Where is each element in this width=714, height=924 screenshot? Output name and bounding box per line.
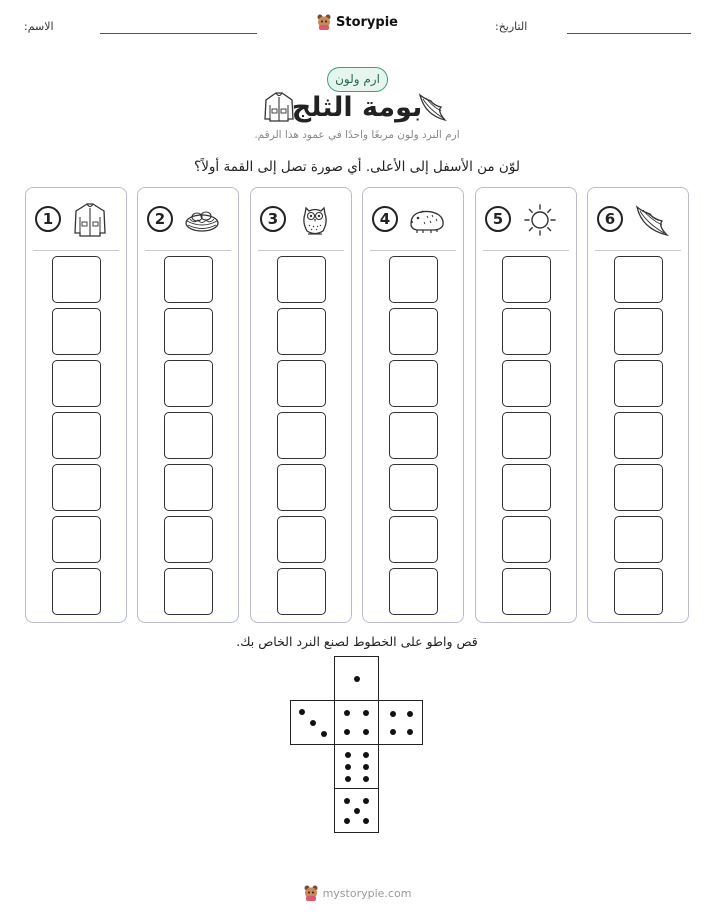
nest-icon [182,202,222,238]
column-divider [145,250,231,251]
column-header [251,202,351,238]
column-divider [258,250,344,251]
column-header [363,202,463,238]
color-square[interactable] [502,360,551,407]
die-pip [363,818,369,824]
color-square[interactable] [502,568,551,615]
color-square[interactable] [277,516,326,563]
sun-icon [520,202,560,238]
die-pip [344,798,350,804]
color-square[interactable] [614,516,663,563]
column-4 [362,187,464,623]
color-square[interactable] [614,308,663,355]
die-pip [344,729,350,735]
column-number: 2 [147,206,173,232]
color-square[interactable] [389,360,438,407]
color-square[interactable] [614,412,663,459]
color-square[interactable] [277,360,326,407]
column-1 [25,187,127,623]
color-square[interactable] [614,360,663,407]
color-square[interactable] [164,256,213,303]
footer [0,884,714,906]
die-pip [310,720,316,726]
color-square[interactable] [164,568,213,615]
color-square[interactable] [389,516,438,563]
color-square[interactable] [164,308,213,355]
cut-instruction: قص واطو على الخطوط لصنع النرد الخاص بك. [236,634,478,649]
color-square[interactable] [614,568,663,615]
column-number: 5 [485,206,511,232]
column-header [476,202,576,238]
die-face-6 [334,744,379,789]
die-pip [407,729,413,735]
color-square[interactable] [502,256,551,303]
die-face-2 [378,700,423,745]
die-pip [354,808,360,814]
color-square[interactable] [389,308,438,355]
color-square[interactable] [389,464,438,511]
color-square[interactable] [502,412,551,459]
die-pip [363,776,369,782]
die-pip [363,729,369,735]
die-pip [345,776,351,782]
die-face-4 [334,700,379,745]
column-number: 6 [597,206,623,232]
color-square[interactable] [389,256,438,303]
color-square[interactable] [164,412,213,459]
die-pip [344,710,350,716]
jacket-icon [70,202,110,238]
activity-badge: ارم ولون [327,67,388,92]
column-header [138,202,238,238]
subtitle: ارم النرد ولون مربعًا واحدًا في عمود هذا الرقم. [254,129,460,141]
brand-logo [0,13,714,35]
column-header [588,202,688,238]
storypie-mascot-icon [316,13,332,31]
die-pip [321,731,327,737]
color-square[interactable] [502,464,551,511]
instruction-text: لوّن من الأسفل إلى الأعلى. أي صورة تصل إلى القمة أولاً؟ [194,159,520,175]
column-divider [33,250,119,251]
die-pip [299,709,305,715]
color-square[interactable] [614,464,663,511]
column-5 [475,187,577,623]
column-number: 1 [35,206,61,232]
color-square[interactable] [277,568,326,615]
color-square[interactable] [277,256,326,303]
die-pip [363,752,369,758]
die-pip [363,798,369,804]
color-square[interactable] [389,568,438,615]
column-number: 4 [372,206,398,232]
wing-icon [632,202,672,238]
date-label: التاريخ: [495,20,528,33]
column-number: 3 [260,206,286,232]
column-divider [595,250,681,251]
column-divider [483,250,569,251]
storypie-mascot-icon [303,884,319,902]
color-square[interactable] [52,360,101,407]
color-square[interactable] [164,464,213,511]
column-divider [370,250,456,251]
page-title: بومة الثلج [291,92,423,123]
color-square[interactable] [52,256,101,303]
name-label: الاسم: [24,20,54,33]
die-pip [345,752,351,758]
die-face-5 [334,788,379,833]
color-square[interactable] [52,308,101,355]
die-face-3 [290,700,335,745]
wing-icon [417,91,449,123]
color-square[interactable] [52,464,101,511]
brand-name: Storypie [336,14,398,30]
footer-url[interactable]: mystorypie.com [322,886,412,900]
color-square[interactable] [164,360,213,407]
color-square[interactable] [502,308,551,355]
die-pip [354,676,360,682]
color-square[interactable] [277,464,326,511]
color-square[interactable] [277,308,326,355]
column-3 [250,187,352,623]
die-face-1 [334,656,379,701]
color-square[interactable] [389,412,438,459]
color-square[interactable] [164,516,213,563]
color-square[interactable] [52,568,101,615]
die-pip [363,710,369,716]
color-square[interactable] [277,412,326,459]
lemming-icon [407,202,447,238]
column-2 [137,187,239,623]
die-pip [390,711,396,717]
die-pip [344,818,350,824]
column-6 [587,187,689,623]
die-pip [345,764,351,770]
die-pip [363,764,369,770]
column-header [26,202,126,238]
die-pip [390,729,396,735]
color-square[interactable] [52,412,101,459]
die-pip [407,711,413,717]
color-square[interactable] [502,516,551,563]
color-square[interactable] [52,516,101,563]
color-square[interactable] [614,256,663,303]
owl-icon [295,202,335,238]
